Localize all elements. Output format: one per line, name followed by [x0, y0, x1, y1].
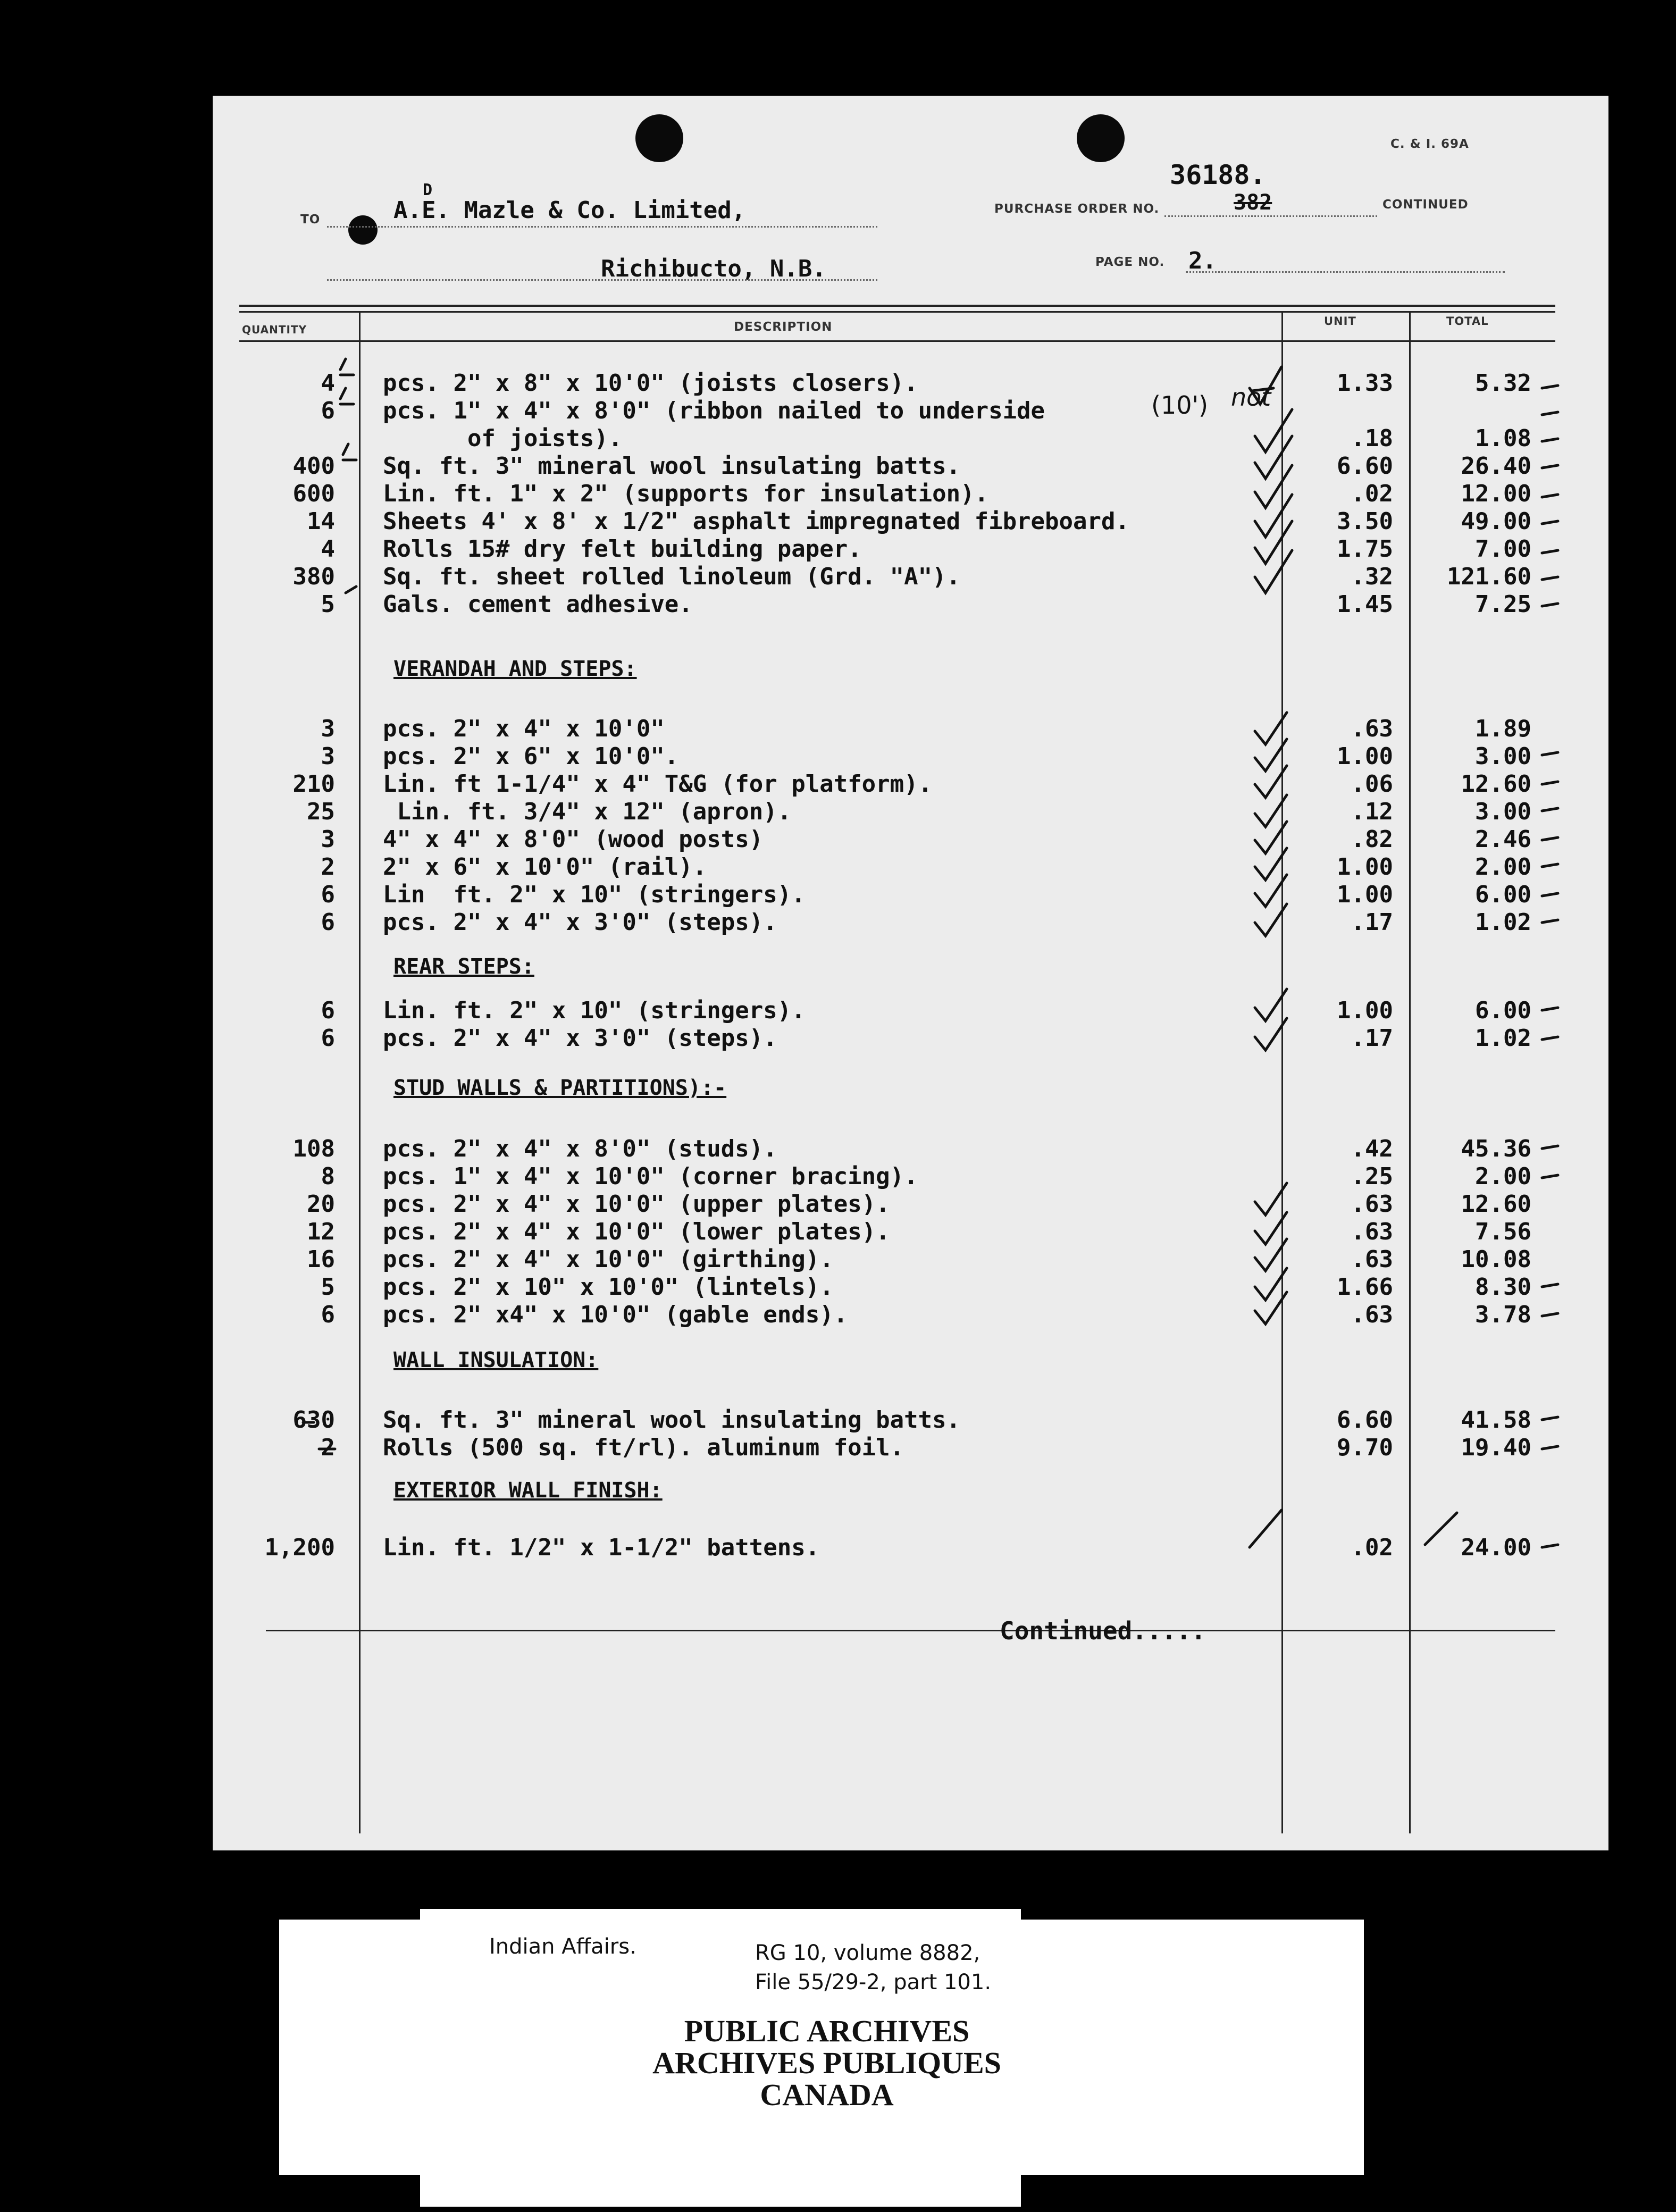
- row-unit-price: .02: [1351, 480, 1393, 507]
- row-total: 19.40: [1461, 1434, 1531, 1461]
- row-quantity: 5: [321, 1273, 335, 1301]
- po-label: PURCHASE ORDER NO.: [994, 202, 1160, 216]
- total-header: TOTAL: [1446, 315, 1489, 328]
- row-description: pcs. 1" x 4" x 8'0" (ribbon nailed to underside: [383, 397, 1045, 424]
- row-total: 5.32: [1475, 370, 1531, 397]
- unit-header: UNIT: [1324, 315, 1356, 328]
- row-unit-price: 1.75: [1337, 535, 1393, 563]
- row-description: Lin. ft 1-1/4" x 4" T&G (for platform).: [383, 770, 933, 798]
- row-total: 12.60: [1461, 1191, 1531, 1218]
- page-number: 2.: [1188, 247, 1217, 274]
- row-description: Sq. ft. 3" mineral wool insulating batts.: [383, 453, 961, 480]
- row-unit-price: 1.33: [1337, 370, 1393, 397]
- section-title: REAR STEPS:: [393, 954, 534, 979]
- row-unit-price: .82: [1351, 826, 1393, 853]
- row-total: 7.56: [1475, 1218, 1531, 1245]
- row-total: 49.00: [1461, 508, 1531, 535]
- row-quantity: 8: [321, 1163, 335, 1190]
- row-total: 8.30: [1475, 1273, 1531, 1301]
- row-total: 2.46: [1475, 826, 1531, 853]
- row-unit-price: .63: [1351, 1191, 1393, 1218]
- row-quantity: 12: [307, 1218, 335, 1245]
- row-total: 41.58: [1461, 1406, 1531, 1434]
- public-archives-title: PUBLIC ARCHIVES: [684, 2014, 970, 2048]
- row-unit-price: .17: [1351, 909, 1393, 936]
- row-unit-price: 6.60: [1337, 1406, 1393, 1434]
- row-quantity: 400: [292, 453, 335, 480]
- quantity-header: QUANTITY: [242, 323, 307, 336]
- row-unit-price: .63: [1351, 1246, 1393, 1273]
- row-quantity: 6: [321, 881, 335, 908]
- row-total: 7.00: [1475, 535, 1531, 563]
- row-total: 3.00: [1475, 798, 1531, 825]
- row-quantity: 3: [321, 826, 335, 853]
- section-title: WALL INSULATION:: [393, 1348, 599, 1372]
- row-description: pcs. 2" x 4" x 3'0" (steps).: [383, 1025, 777, 1052]
- row-unit-price: .17: [1351, 1025, 1393, 1052]
- row-description: Lin ft. 2" x 10" (stringers).: [383, 881, 806, 908]
- country-title: CANADA: [760, 2077, 894, 2112]
- row-description: Sq. ft. sheet rolled linoleum (Grd. "A").: [383, 563, 961, 590]
- section-title: EXTERIOR WALL FINISH:: [393, 1478, 663, 1503]
- row-description: 4" x 4" x 8'0" (wood posts): [383, 826, 764, 853]
- row-total: 7.25: [1475, 591, 1531, 618]
- archive-reference-line1: RG 10, volume 8882,: [755, 1941, 981, 1965]
- row-description: pcs. 2" x 4" x 8'0" (studs).: [383, 1135, 777, 1162]
- page-label: PAGE NO.: [1095, 255, 1165, 269]
- row-description: pcs. 2" x 10" x 10'0" (lintels).: [383, 1273, 834, 1301]
- row-description: Lin. ft. 3/4" x 12" (apron).: [383, 798, 792, 825]
- row-total: 10.08: [1461, 1246, 1531, 1273]
- row-total: 6.00: [1475, 997, 1531, 1024]
- row-description: pcs. 2" x 6" x 10'0".: [383, 743, 679, 770]
- row-unit-price: .25: [1351, 1163, 1393, 1190]
- row-quantity: 6: [321, 909, 335, 936]
- purchase-order-sheet: [213, 96, 1608, 1850]
- row-unit-price: .12: [1351, 798, 1393, 825]
- row-description: pcs. 2" x 4" x 10'0" (lower plates).: [383, 1218, 890, 1245]
- row-total: 2.00: [1475, 853, 1531, 881]
- row-unit-price: 1.00: [1337, 997, 1393, 1024]
- row-unit-price: 1.66: [1337, 1273, 1393, 1301]
- row-quantity: 4: [321, 535, 335, 563]
- row-unit-price: 1.00: [1337, 743, 1393, 770]
- supplier-city: Richibucto, N.B.: [601, 255, 826, 282]
- row-description: of joists).: [383, 425, 623, 452]
- row-description: Rolls 15# dry felt building paper.: [383, 535, 862, 563]
- row-description: pcs. 2" x 4" x 10'0": [383, 715, 665, 742]
- row-description: Sq. ft. 3" mineral wool insulating batts.: [383, 1406, 961, 1434]
- row-quantity: 16: [307, 1246, 335, 1273]
- supplier-name-insert: D: [423, 181, 433, 199]
- row-description: Lin. ft. 1/2" x 1-1/2" battens.: [383, 1534, 820, 1561]
- row-quantity: 4: [321, 370, 335, 397]
- row-quantity: 2: [321, 1434, 335, 1461]
- row-total: 12.00: [1461, 480, 1531, 507]
- continued-text: Continued.....: [1000, 1616, 1206, 1645]
- handwritten-note: (10'): [1151, 391, 1209, 420]
- row-unit-price: .63: [1351, 1218, 1393, 1245]
- row-total: 121.60: [1447, 563, 1531, 590]
- row-quantity: 2: [321, 853, 335, 881]
- row-description: pcs. 2" x 8" x 10'0" (joists closers).: [383, 370, 918, 397]
- row-quantity: 210: [292, 770, 335, 798]
- row-description: Lin. ft. 2" x 10" (stringers).: [383, 997, 806, 1024]
- row-quantity: 6: [321, 1025, 335, 1052]
- row-unit-price: .63: [1351, 1301, 1393, 1328]
- row-unit-price: .06: [1351, 770, 1393, 798]
- row-total: 1.08: [1475, 425, 1531, 452]
- row-total: 1.89: [1475, 715, 1531, 742]
- section-title: VERANDAH AND STEPS:: [393, 657, 637, 681]
- row-unit-price: .02: [1351, 1534, 1393, 1561]
- row-quantity: 20: [307, 1191, 335, 1218]
- row-unit-price: 6.60: [1337, 453, 1393, 480]
- section-title: STUD WALLS & PARTITIONS):-: [393, 1076, 727, 1100]
- row-description: pcs. 2" x 4" x 10'0" (girthing).: [383, 1246, 834, 1273]
- row-total: 26.40: [1461, 453, 1531, 480]
- row-quantity: 5: [321, 591, 335, 618]
- row-description: Gals. cement adhesive.: [383, 591, 693, 618]
- row-quantity: 6: [321, 1301, 335, 1328]
- row-unit-price: 9.70: [1337, 1434, 1393, 1461]
- row-quantity: 1,200: [264, 1534, 335, 1561]
- row-quantity: 6: [321, 997, 335, 1024]
- row-quantity: 630: [292, 1406, 335, 1434]
- row-total: 45.36: [1461, 1135, 1531, 1162]
- row-quantity: 6: [321, 397, 335, 424]
- row-quantity: 380: [292, 563, 335, 590]
- row-description: Rolls (500 sq. ft/rl). aluminum foil.: [383, 1434, 904, 1461]
- row-total: 3.00: [1475, 743, 1531, 770]
- row-quantity: 3: [321, 715, 335, 742]
- row-description: pcs. 2" x4" x 10'0" (gable ends).: [383, 1301, 848, 1328]
- handwritten-note-word: not: [1231, 383, 1271, 412]
- row-total: 24.00: [1461, 1534, 1531, 1561]
- row-description: Sheets 4' x 8' x 1/2" asphalt impregnated fibreboard.: [383, 508, 1129, 535]
- supplier-name: A.E. Mazle & Co. Limited,: [393, 197, 746, 224]
- row-description: pcs. 1" x 4" x 10'0" (corner bracing).: [383, 1163, 918, 1190]
- to-label: TO: [300, 213, 321, 227]
- row-total: 1.02: [1475, 1025, 1531, 1052]
- row-quantity: 600: [292, 480, 335, 507]
- row-unit-price: 3.50: [1337, 508, 1393, 535]
- row-total: 1.02: [1475, 909, 1531, 936]
- continued-label: CONTINUED: [1382, 198, 1469, 212]
- row-quantity: 108: [292, 1135, 335, 1162]
- row-total: 12.60: [1461, 770, 1531, 798]
- row-unit-price: 1.00: [1337, 853, 1393, 881]
- archive-reference-line2: File 55/29-2, part 101.: [755, 1970, 992, 1995]
- po-number: 36188.: [1170, 160, 1266, 190]
- row-quantity: 25: [307, 798, 335, 825]
- row-description: 2" x 6" x 10'0" (rail).: [383, 853, 707, 881]
- row-total: 3.78: [1475, 1301, 1531, 1328]
- row-unit-price: .63: [1351, 715, 1393, 742]
- row-description: pcs. 2" x 4" x 10'0" (upper plates).: [383, 1191, 890, 1218]
- row-description: Lin. ft. 1" x 2" (supports for insulation).: [383, 480, 989, 507]
- row-unit-price: .32: [1351, 563, 1393, 590]
- row-description: pcs. 2" x 4" x 3'0" (steps).: [383, 909, 777, 936]
- row-unit-price: .42: [1351, 1135, 1393, 1162]
- po-number-struck: 382: [1234, 190, 1272, 215]
- row-quantity: 3: [321, 743, 335, 770]
- check-marks: [213, 96, 1608, 1850]
- archive-collection: Indian Affairs.: [489, 1934, 636, 1959]
- row-unit-price: 1.00: [1337, 881, 1393, 908]
- row-quantity: 14: [307, 508, 335, 535]
- archives-publiques-title: ARCHIVES PUBLIQUES: [652, 2046, 1001, 2080]
- description-header: DESCRIPTION: [734, 320, 833, 334]
- row-total: 6.00: [1475, 881, 1531, 908]
- row-unit-price: 1.45: [1337, 591, 1393, 618]
- form-code: C. & I. 69A: [1390, 137, 1469, 151]
- row-total: 2.00: [1475, 1163, 1531, 1190]
- row-unit-price: .18: [1351, 425, 1393, 452]
